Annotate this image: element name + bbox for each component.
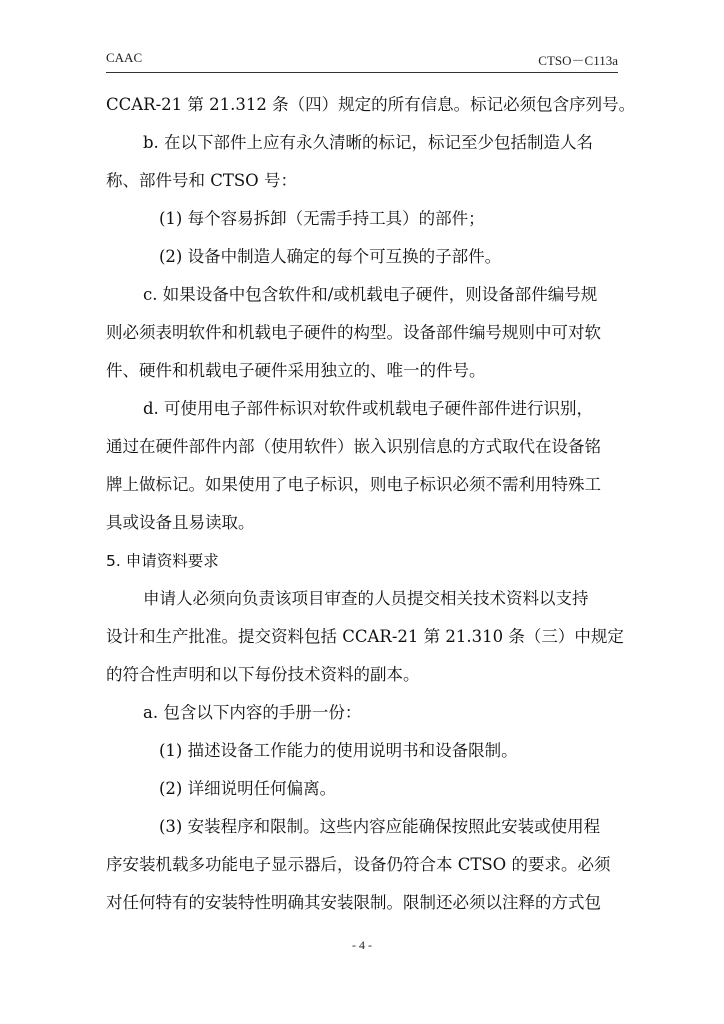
text-line: 称、部件号和 CTSO 号： — [106, 171, 297, 190]
text-line: a. 包含以下内容的手册一份： — [143, 703, 362, 722]
text-line: 设计和生产批准。提交资料包括 CCAR-21 第 21.310 条（三）中规定 — [106, 627, 624, 646]
text-line: 序安装机载多功能电子显示器后，设备仍符合本 CTSO 的要求。必须 — [106, 855, 611, 874]
section-heading: 5. 申请资料要求 — [106, 552, 219, 570]
header-doc-id: CTSO－C113a — [538, 53, 618, 68]
text-line: 的符合性声明和以下每份技术资料的副本。 — [106, 665, 420, 684]
text-line: (1) 每个容易拆卸（无需手持工具）的部件； — [159, 209, 485, 228]
text-line: (2) 设备中制造人确定的每个可互换的子部件。 — [159, 247, 502, 266]
document-body — [106, 86, 636, 922]
page-number: - 4 - — [352, 938, 372, 952]
text-line: 具或设备且易读取。 — [106, 513, 255, 532]
text-line: (2) 详细说明任何偏离。 — [159, 779, 337, 798]
text-line: 对任何特有的安装特性明确其安装限制。限制还必须以注释的方式包 — [106, 893, 601, 912]
text-line: 牌上做标记。如果使用了电子标识，则电子标识必须不需利用特殊工 — [106, 475, 601, 494]
text-line: 申请人必须向负责该项目审查的人员提交相关技术资料以支持 — [143, 589, 589, 608]
text-line: 件、硬件和机载电子硬件采用独立的、唯一的件号。 — [106, 361, 486, 380]
header-org: CAAC — [106, 50, 143, 65]
text-line: (3) 安装程序和限制。这些内容应能确保按照此安装或使用程 — [159, 817, 601, 836]
text-line: c. 如果设备中包含软件和/或机载电子硬件，则设备部件编号规 — [143, 285, 598, 304]
text-line: b. 在以下部件上应有永久清晰的标记，标记至少包括制造人名 — [143, 133, 594, 152]
text-line: 通过在硬件部件内部（使用软件）嵌入识别信息的方式取代在设备铭 — [106, 437, 601, 456]
text-line: d. 可使用电子部件标识对软件或机载电子硬件部件进行识别， — [143, 399, 594, 418]
text-line: (1) 描述设备工作能力的使用说明书和设备限制。 — [159, 741, 518, 760]
text-line: CCAR-21 第 21.312 条（四）规定的所有信息。标记必须包含序列号。 — [106, 95, 636, 114]
header-rule — [106, 72, 618, 73]
text-line: 则必须表明软件和机载电子硬件的构型。设备部件编号规则中可对软 — [106, 323, 601, 342]
